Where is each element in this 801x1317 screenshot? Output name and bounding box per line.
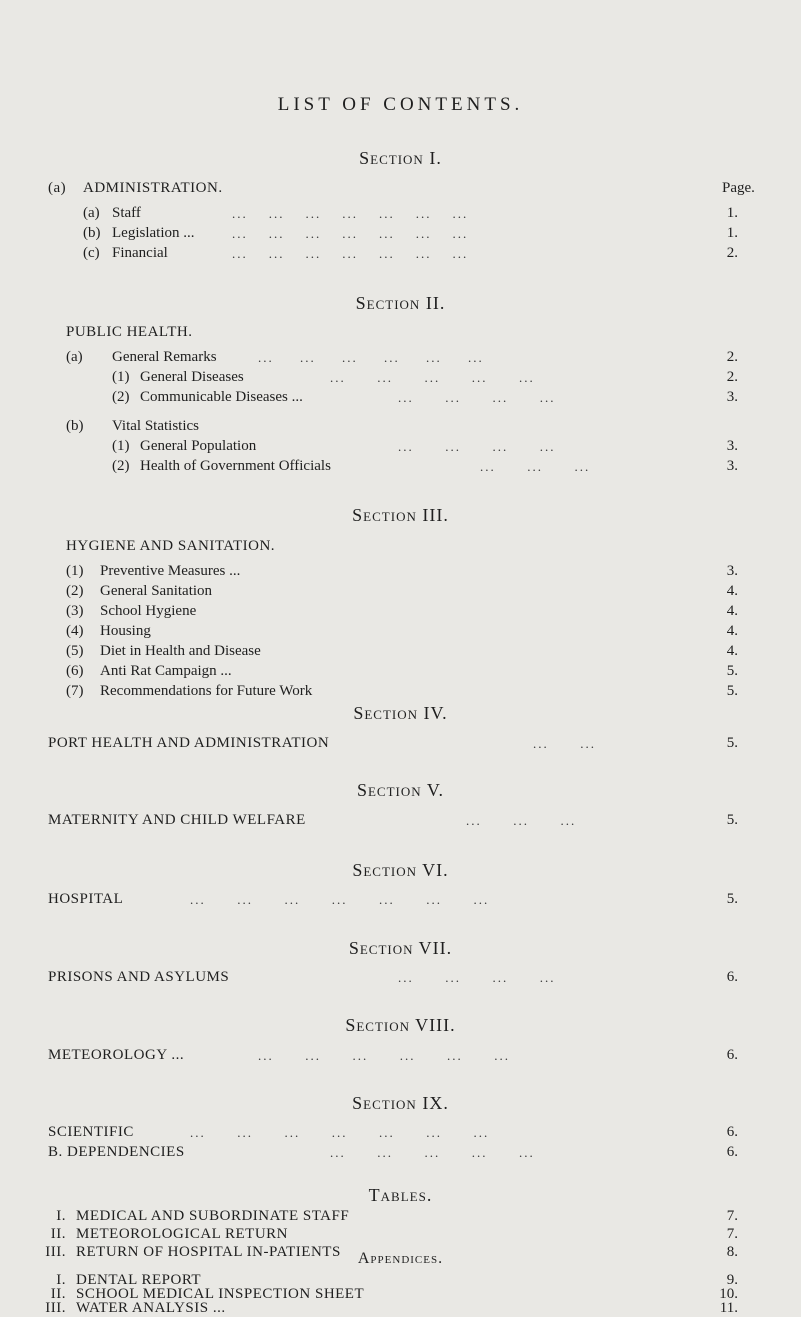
entry-page: 3. [726, 458, 738, 474]
entry-text: Anti Rat Campaign ... [100, 663, 232, 679]
entry-text: Diet in Health and Disease [100, 643, 261, 659]
page-column-header: Page. [722, 180, 755, 196]
leader-dots: ... ... ... ... ... ... ... [190, 892, 490, 907]
entry-label: (2) [112, 458, 130, 474]
entry-label: (4) [66, 623, 84, 639]
leader-dots: ... ... ... ... ... [330, 1145, 535, 1160]
entry-page: 2. [726, 245, 738, 261]
entry-page: 3. [726, 563, 738, 579]
entry-page: 5. [726, 735, 738, 751]
group-title: PUBLIC HEALTH. [66, 324, 193, 340]
entry-text: School Hygiene [100, 603, 197, 619]
entry-text: WATER ANALYSIS ... [76, 1300, 226, 1316]
section-1-heading: Section I. [359, 148, 442, 168]
leader-dots: ... ... [533, 736, 596, 751]
page-title: LIST OF CONTENTS. [277, 94, 524, 115]
entry-text: General Remarks [112, 349, 217, 365]
entry-text: RETURN OF HOSPITAL IN-PATIENTS [76, 1244, 341, 1260]
entry-label: III. [45, 1244, 66, 1260]
entry-label: (1) [112, 438, 130, 454]
entry-page: 5. [726, 663, 738, 679]
entry-label: (1) [112, 369, 130, 385]
entry-label: (1) [66, 563, 84, 579]
entry-text: Preventive Measures ... [100, 563, 241, 579]
entry-text: Vital Statistics [112, 418, 200, 434]
entry-label: (b) [66, 418, 84, 434]
entry-text: Communicable Diseases ... [140, 389, 303, 405]
entry-text: MATERNITY AND CHILD WELFARE [48, 812, 306, 828]
leader-dots: ... ... ... ... [398, 970, 556, 985]
entry-label: (a) [66, 349, 83, 365]
section-3-heading: Section III. [352, 505, 449, 525]
entry-text: METEOROLOGY ... [48, 1047, 185, 1063]
leader-dots: ... ... ... ... [398, 439, 556, 454]
entry-label: III. [45, 1300, 66, 1316]
entry-label: (c) [83, 245, 100, 261]
entry-page: 4. [726, 603, 738, 619]
entry-label: (a) [83, 205, 100, 221]
leader-dots: ... ... ... ... ... ... ... [232, 206, 469, 221]
leader-dots: ... ... ... [466, 813, 577, 828]
entry-page: 7. [726, 1208, 738, 1224]
entry-page: 6. [726, 969, 738, 985]
leader-dots: ... ... ... ... ... ... ... [232, 246, 469, 261]
entry-text: Health of Government Officials [140, 458, 331, 474]
entry-text: B. DEPENDENCIES [48, 1144, 185, 1160]
entry-page: 1. [726, 205, 738, 221]
entry-text: Legislation ... [112, 225, 195, 241]
leader-dots: ... ... ... ... ... ... [258, 350, 484, 365]
entry-text: Financial [112, 245, 168, 261]
group-title: ADMINISTRATION. [83, 180, 223, 196]
entry-page: 5. [726, 812, 738, 828]
leader-dots: ... ... ... ... ... [330, 370, 535, 385]
entry-text: DENTAL REPORT [76, 1272, 202, 1288]
leader-dots: ... ... ... ... [398, 390, 556, 405]
entry-page: 2. [726, 369, 738, 385]
entry-label: (7) [66, 683, 84, 699]
section-6-heading: Section VI. [352, 860, 449, 880]
entry-text: METEOROLOGICAL RETURN [76, 1226, 289, 1242]
entry-page: 9. [726, 1272, 738, 1288]
entry-text: MEDICAL AND SUBORDINATE STAFF [76, 1208, 350, 1224]
group-label: (a) [48, 180, 67, 196]
entry-label: (3) [66, 603, 84, 619]
entry-label: (2) [66, 583, 84, 599]
entry-text: General Population [140, 438, 257, 454]
entry-page: 4. [726, 643, 738, 659]
entry-page: 3. [726, 438, 738, 454]
entry-page: 11. [719, 1300, 738, 1316]
entry-text: Recommendations for Future Work [100, 683, 313, 699]
entry-label: (2) [112, 389, 130, 405]
entry-page: 10. [719, 1286, 738, 1302]
entry-text: SCHOOL MEDICAL INSPECTION SHEET [76, 1286, 365, 1302]
entry-page: 6. [726, 1124, 738, 1140]
entry-page: 6. [726, 1144, 738, 1160]
entry-text: SCIENTIFIC [48, 1124, 134, 1140]
entry-page: 4. [726, 583, 738, 599]
entry-page: 8. [726, 1244, 738, 1260]
entry-label: I. [56, 1208, 66, 1224]
section-4-heading: Section IV. [353, 703, 448, 723]
entry-text: HOSPITAL [48, 891, 124, 907]
appendices-heading: Appendices. [357, 1250, 444, 1267]
entry-text: General Diseases [140, 369, 244, 385]
section-5-heading: Section V. [356, 780, 445, 800]
section-9-heading: Section IX. [352, 1093, 449, 1113]
entry-page: 7. [726, 1226, 738, 1242]
section-2-heading: Section II. [355, 293, 446, 313]
entry-label: II. [50, 1226, 66, 1242]
entry-page: 1. [726, 225, 738, 241]
section-7-heading: Section VII. [348, 938, 453, 958]
tables-heading: Tables. [368, 1185, 433, 1205]
entry-label: (5) [66, 643, 84, 659]
entry-page: 5. [726, 683, 738, 699]
entry-page: 5. [726, 891, 738, 907]
leader-dots: ... ... ... ... ... ... ... [232, 226, 469, 241]
entry-page: 6. [726, 1047, 738, 1063]
entry-page: 3. [726, 389, 738, 405]
entry-text: PRISONS AND ASYLUMS [48, 969, 230, 985]
entry-page: 4. [726, 623, 738, 639]
section-8-heading: Section VIII. [345, 1015, 456, 1035]
leader-dots: ... ... ... [480, 459, 591, 474]
entry-text: PORT HEALTH AND ADMINISTRATION [48, 735, 330, 751]
entry-page: 2. [726, 349, 738, 365]
leader-dots: ... ... ... ... ... ... [258, 1048, 510, 1063]
leader-dots: ... ... ... ... ... ... ... [190, 1125, 490, 1140]
entry-text: Staff [112, 205, 141, 221]
entry-text: Housing [100, 623, 151, 639]
entry-label: (6) [66, 663, 84, 679]
entry-text: General Sanitation [100, 583, 213, 599]
group-title: HYGIENE AND SANITATION. [66, 538, 276, 554]
entry-label: I. [56, 1272, 66, 1288]
entry-label: (b) [83, 225, 101, 241]
entry-label: II. [50, 1286, 66, 1302]
